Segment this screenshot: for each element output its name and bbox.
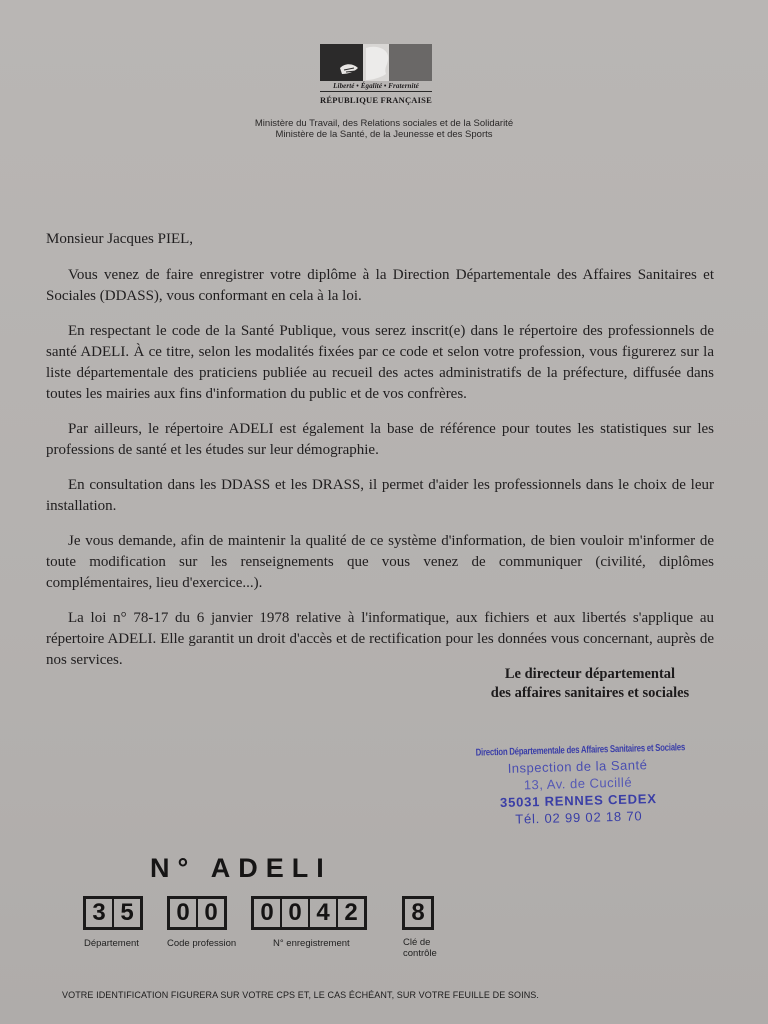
stamp-line: Tél. 02 99 02 18 70 (515, 808, 643, 827)
stamp-line: Inspection de la Santé (507, 757, 648, 776)
ministries-header (200, 118, 568, 140)
code-profession-label: Code profession (167, 938, 237, 949)
signature-line: des affaires sanitaires et sociales (490, 685, 690, 701)
paragraph: La loi n° 78-17 du 6 janvier 1978 relative à l'informatique, aux fichiers et aux libertés s'applique au répertoire ADELI. Elle garantit un droit d'accès et de rectification pour les données vous concernant, auprès de nos services. (46, 610, 714, 668)
ministry-line: Ministère de la Santé, de la Jeunesse et des Sports (275, 129, 493, 140)
paragraph: Je vous demande, afin de maintenir la qualité de ce système d'information, de bien vouloir m'informer de toute modification sur les renseignements que vous venez de communiquer (civilité, diplômes complémentaires, lieu d'exercice...). (46, 533, 714, 591)
motto: Liberté • Égalité • Fraternité (320, 82, 432, 92)
departement-label: Département (84, 938, 139, 949)
digit-cell: 3 (85, 898, 113, 928)
stamp-line: Direction Départementale des Affaires Sanitaires et Sociales (475, 742, 686, 759)
paragraph: En consultation dans les DDASS et les DRASS, il permet d'aider les professionnels dans le choix de leur installation. (46, 477, 714, 514)
salutation: Monsieur Jacques PIEL, (46, 231, 194, 247)
enregistrement-label: N° enregistrement (273, 938, 350, 949)
code-profession-group (167, 896, 227, 930)
digit-cell: 0 (197, 898, 225, 928)
republique-francaise-logo (320, 44, 432, 108)
digit-cell: 0 (281, 898, 309, 928)
digit-cell: 2 (337, 898, 365, 928)
paragraph: Vous venez de faire enregistrer votre diplôme à la Direction Départementale des Affaires Sanitaires et Sociales (DDASS), vous conformant en cela à la loi. (46, 267, 714, 304)
digit-cell: 4 (309, 898, 337, 928)
ink-stamp (447, 742, 709, 830)
signature-line: Le directeur départemental (504, 666, 676, 682)
enregistrement-group (251, 896, 367, 930)
stamp-line: 35031 RENNES CEDEX (499, 790, 657, 811)
departement-group (83, 896, 143, 930)
footer-notice: VOTRE IDENTIFICATION FIGURERA SUR VOTRE CPS ET, LE CAS ÉCHÉANT, SUR VOTRE FEUILLE DE SOINS. (62, 990, 540, 1000)
digit-cell: 0 (169, 898, 197, 928)
marianne-flag-icon (320, 44, 432, 81)
digit-cell: 8 (404, 898, 432, 928)
letter-body (46, 229, 714, 685)
signature-block (440, 665, 740, 703)
stamp-line: 13, Av. de Cucillé (523, 774, 633, 793)
cle-controle-label (403, 937, 437, 959)
cle-label-line: Clé de (403, 937, 431, 948)
paragraph: En respectant le code de la Santé Publique, vous serez inscrit(e) dans le répertoire des professionnels de santé ADELI. À ce titre, selon les modalités fixées par ce code et selon votre profession, vous figurerez sur la liste départementale des praticiens publiée au recueil des actes administratifs de la préfecture, diffusée dans toutes les mairies aux fins d'information du public et de vos confrères. (46, 323, 714, 402)
cle-controle-group (402, 896, 434, 930)
digit-cell: 5 (113, 898, 141, 928)
cle-label-line: contrôle (403, 948, 437, 959)
digit-cell: 0 (253, 898, 281, 928)
ministry-line: Ministère du Travail, des Relations sociales et de la Solidarité (254, 118, 514, 129)
paragraph: Par ailleurs, le répertoire ADELI est également la base de référence pour toutes les statistiques sur les professions de santé et les études sur leur démographie. (46, 421, 714, 458)
adeli-title: N° ADELI (150, 853, 332, 883)
republic-name: RÉPUBLIQUE FRANÇAISE (320, 95, 432, 105)
